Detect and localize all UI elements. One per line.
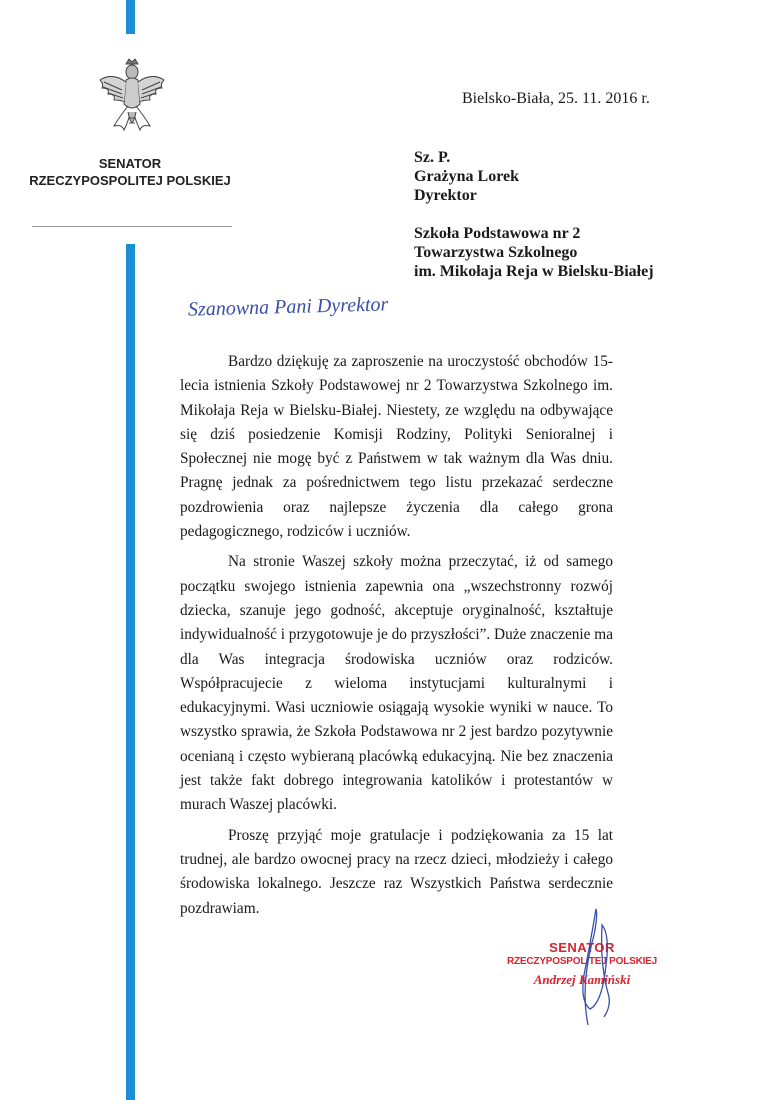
stamp-subtitle: RZECZYPOSPOLITEJ POLSKIEJ <box>506 956 658 967</box>
recipient-address <box>414 148 654 281</box>
recipient-role: Dyrektor <box>414 187 477 204</box>
signature-icon <box>550 905 640 1035</box>
stamp-title: SENATOR <box>549 940 615 955</box>
letterhead <box>20 155 240 189</box>
eagle-emblem-icon <box>96 56 168 138</box>
recipient-city: im. Mikołaja Reja w Bielsku-Białej <box>414 263 654 280</box>
body-paragraph-2: Na stronie Waszej szkoły można przeczytać, iż od samego początku swojego istnienia zapewnia ona „wszechstronny rozwój dziecka, szanuje jego godność, akceptuje oryginalność, kształtuje indywidualność i przygotowuje je do przyszłości”. Duże znaczenie ma dla Was integracja środowiska uczniów oraz rodziców. Współpracujecie z wieloma instytucjami kulturalnymi i edukacyjnymi. Wasi uczniowie osiągają wysokie wyniki w nauce. To wszystko sprawia, że Szkoła Podstawowa nr 2 jest bardzo pozytywnie ocenianą i często wybieraną placówką edukacyjną. Nie bez znaczenia jest także fakt dobrego integrowania katolików i protestantów w murach Waszej placówki. <box>180 553 613 814</box>
letterhead-title: SENATOR <box>98 156 162 171</box>
body-paragraph-3: Proszę przyjąć moje gratulacje i podziękowania za 15 lat trudnej, ale bardzo owocnej pracy na rzecz dzieci, młodzieży i całego środowiska lokalnego. Jeszcze raz Wszystkich Państwa serdecznie pozdrawiam. <box>180 826 613 917</box>
recipient-society: Towarzystwa Szkolnego <box>414 244 578 261</box>
letterhead-subtitle: RZECZYPOSPOLITEJ POLSKIEJ <box>29 173 231 188</box>
handwritten-salutation: Szanowna Pani Dyrektor <box>187 293 389 321</box>
recipient-school: Szkoła Podstawowa nr 2 <box>414 225 581 242</box>
recipient-prefix: Sz. P. <box>414 149 451 166</box>
accent-bar-top <box>126 0 135 34</box>
stamp-name: Andrzej Kamiński <box>533 972 631 987</box>
letterhead-divider <box>32 226 232 227</box>
body-paragraph-1: Bardzo dziękuję za zaproszenie na uroczystość obchodów 15-lecia istnienia Szkoły Podstawowej nr 2 Towarzystwa Szkolnego im. Mikołaja Reja w Bielsku-Białej. Niestety, ze względu na odbywające się dziś posiedzenie Komisji Rodziny, Polityki Senioralnej i Społecznej nie mogę być z Państwem w tak ważnym dla Was dniu. Pragnę jednak za pośrednictwem tego listu przekazać serdeczne pozdrowienia oraz najlepsze życzenia dla całego grona pedagogicznego, rodziców i uczniów. <box>180 353 613 541</box>
letter-date: Bielsko-Biała, 25. 11. 2016 r. <box>462 90 650 107</box>
accent-bar-side <box>126 244 135 1100</box>
recipient-name: Grażyna Lorek <box>414 168 520 185</box>
letter-body <box>180 350 613 927</box>
